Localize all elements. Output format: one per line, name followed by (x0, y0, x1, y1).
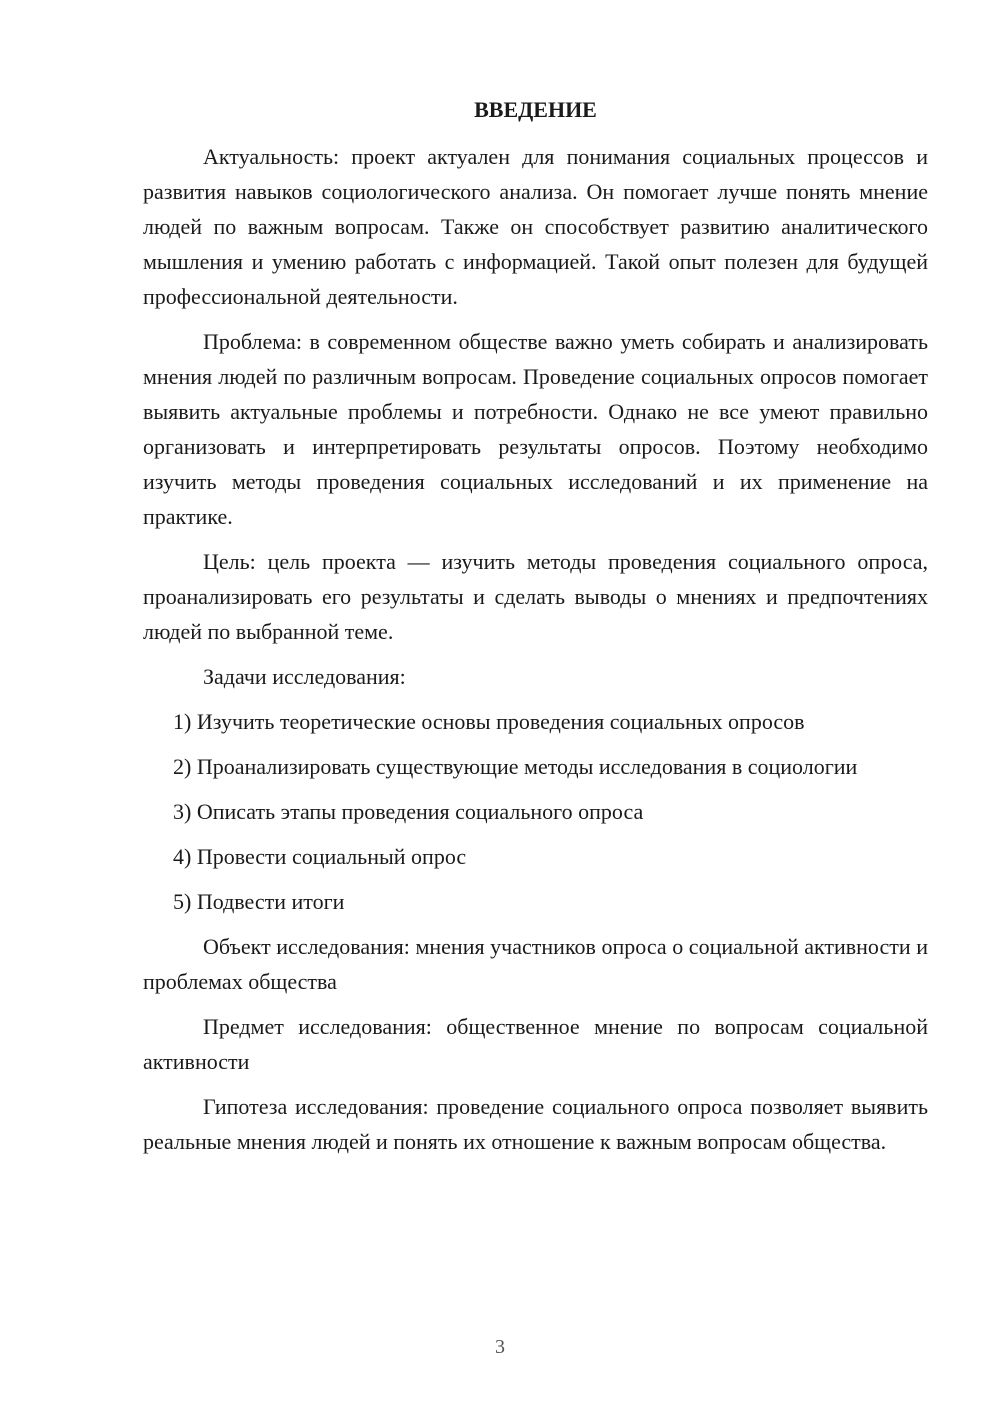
list-item: 4) Провести социальный опрос (173, 844, 467, 869)
subject-paragraph: Предмет исследования: общественное мнение по вопросам социальной активности (143, 1014, 928, 1074)
list-item: 5) Подвести итоги (173, 889, 345, 914)
list-item: 3) Описать этапы проведения социального опроса (173, 799, 644, 824)
goal-paragraph: Цель: цель проекта — изучить методы проведения социального опроса, проанализировать его результаты и сделать выводы о мнениях и предпочтениях людей по выбранной теме. (143, 549, 928, 644)
object-paragraph: Объект исследования: мнения участников опроса о социальной активности и проблемах общества (143, 934, 928, 994)
list-item: 2) Проанализировать существующие методы исследования в социологии (173, 754, 858, 779)
page-number: 3 (495, 1336, 505, 1358)
tasks-list (143, 704, 928, 919)
section-title: ВВЕДЕНИЕ (474, 97, 597, 122)
problem-paragraph: Проблема: в современном обществе важно уметь собирать и анализировать мнения людей по различным вопросам. Проведение социальных опросов помогает выявить актуальные проблемы и потребности. Однако не все умеют правильно организовать и интерпретировать результаты опросов. Поэтому необходимо изучить методы проведения социальных исследований и их применение на практике. (143, 329, 928, 529)
relevance-paragraph: Актуальность: проект актуален для понимания социальных процессов и развития навыков социологического анализа. Он помогает лучше понять мнение людей по важным вопросам. Также он способствует развитию аналитического мышления и умению работать с информацией. Такой опыт полезен для будущей профессиональной деятельности. (143, 144, 928, 309)
hypothesis-paragraph: Гипотеза исследования: проведение социального опроса позволяет выявить реальные мнения людей и понять их отношение к важным вопросам общества. (143, 1094, 928, 1154)
list-item: 1) Изучить теоретические основы проведения социальных опросов (173, 709, 805, 734)
tasks-heading: Задачи исследования: (203, 664, 406, 689)
page-content (143, 92, 928, 1169)
